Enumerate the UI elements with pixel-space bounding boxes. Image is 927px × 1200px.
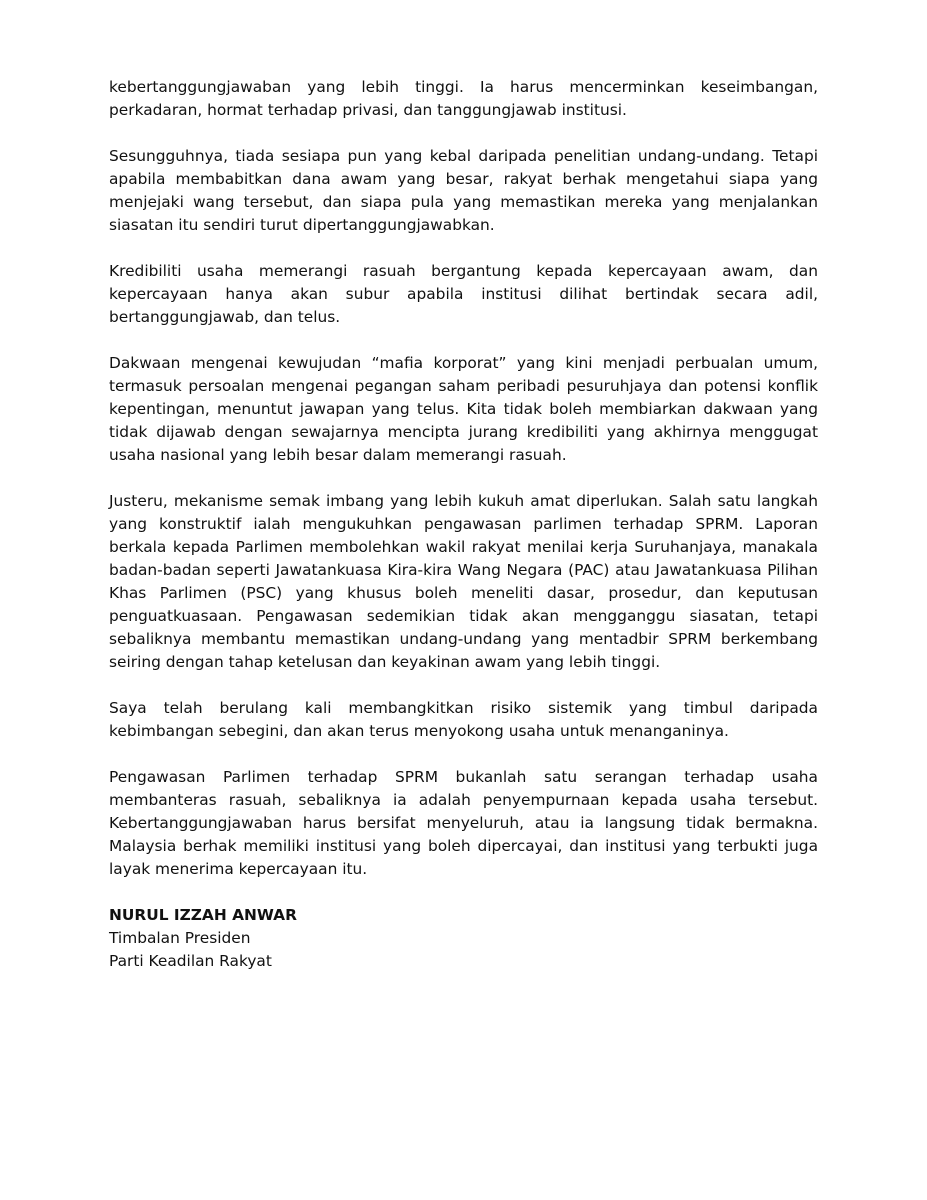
paragraph-3: Kredibiliti usaha memerangi rasuah bergantung kepada kepercayaan awam, dan kepercayaan hanya akan subur apabila institusi dilihat bertindak secara adil, bertanggungjawab, dan telus. xyxy=(109,262,818,326)
paragraph-6: Saya telah berulang kali membangkitkan risiko sistemik yang timbul daripada kebimbangan sebegini, dan akan terus menyokong usaha untuk menanganinya. xyxy=(109,699,818,740)
paragraph-1: kebertanggungjawaban yang lebih tinggi. Ia harus mencerminkan keseimbangan, perkadaran, hormat terhadap privasi, dan tanggungjawab institusi. xyxy=(109,78,818,119)
paragraph-2: Sesungguhnya, tiada sesiapa pun yang kebal daripada penelitian undang-undang. Tetapi apabila membabitkan dana awam yang besar, rakyat berhak mengetahui siapa yang menjejaki wang tersebut, dan siapa pula yang memastikan mereka yang menjalankan siasatan itu sendiri turut dipertanggungjawabkan. xyxy=(109,147,818,234)
paragraph-4: Dakwaan mengenai kewujudan “mafia korporat” yang kini menjadi perbualan umum, termasuk persoalan mengenai pegangan saham peribadi pesuruhjaya dan potensi konflik kepentingan, menuntut jawapan yang telus. Kita tidak boleh membiarkan dakwaan yang tidak dijawab dengan sewajarnya mencipta jurang kredibiliti yang akhirnya menggugat usaha nasional yang lebih besar dalam memerangi rasuah. xyxy=(109,354,818,464)
paragraph-7: Pengawasan Parlimen terhadap SPRM bukanlah satu serangan terhadap usaha membanteras rasuah, sebaliknya ia adalah penyempurnaan kepada usaha tersebut. Kebertanggungjawaban harus bersifat menyeluruh, atau ia langsung tidak bermakna. Malaysia berhak memiliki institusi yang boleh dipercayai, dan institusi yang terbukti juga layak menerima kepercayaan itu. xyxy=(109,768,818,878)
signatory-name: NURUL IZZAH ANWAR xyxy=(109,906,297,924)
signatory-organization: Parti Keadilan Rakyat xyxy=(109,952,272,970)
signature-block xyxy=(109,904,818,973)
document-page xyxy=(109,76,818,973)
paragraph-5: Justeru, mekanisme semak imbang yang lebih kukuh amat diperlukan. Salah satu langkah yang konstruktif ialah mengukuhkan pengawasan parlimen terhadap SPRM. Laporan berkala kepada Parlimen membolehkan wakil rakyat menilai kerja Suruhanjaya, manakala badan-badan seperti Jawatankuasa Kira-kira Wang Negara (PAC) atau Jawatankuasa Pilihan Khas Parlimen (PSC) yang khusus boleh meneliti dasar, prosedur, dan keputusan penguatkuasaan. Pengawasan sedemikian tidak akan mengganggu siasatan, tetapi sebaliknya membantu memastikan undang-undang yang mentadbir SPRM berkembang seiring dengan tahap ketelusan dan keyakinan awam yang lebih tinggi. xyxy=(109,492,818,671)
signatory-title: Timbalan Presiden xyxy=(109,929,251,947)
